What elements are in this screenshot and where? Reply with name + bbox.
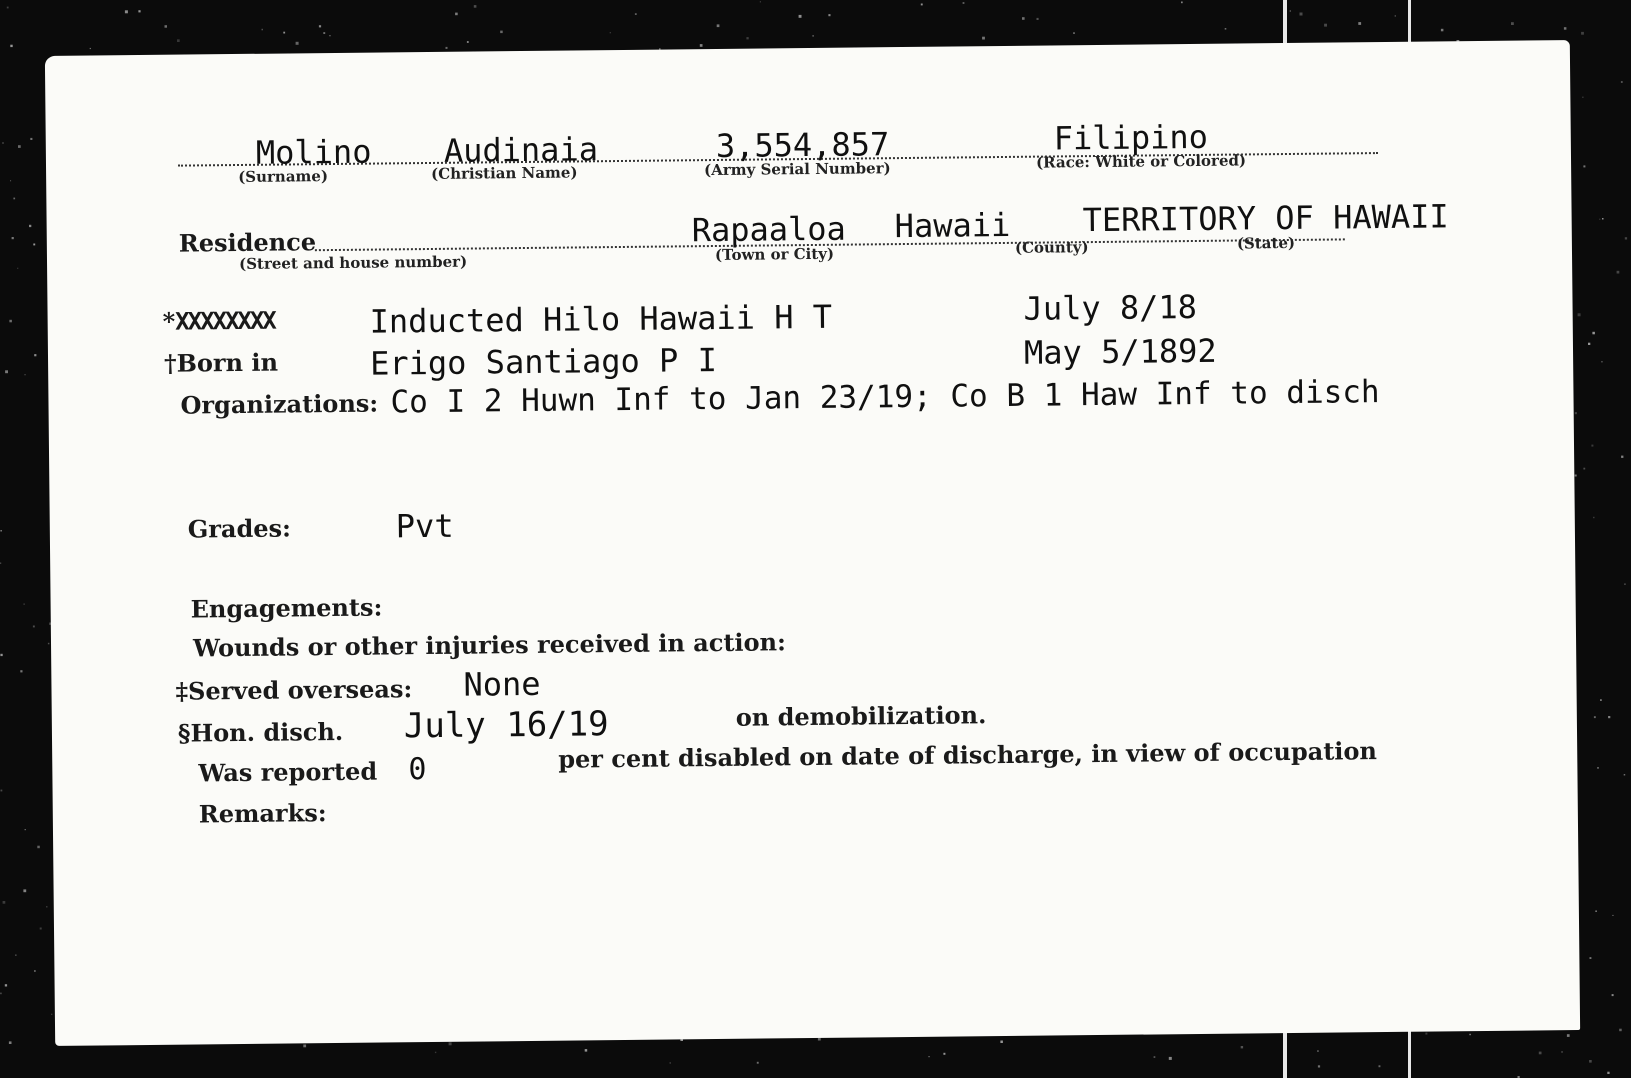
scan-speck [1567, 1034, 1570, 1037]
scan-speck [746, 37, 748, 39]
disability-value: 0 [408, 752, 427, 788]
hon-disch-label [178, 717, 344, 748]
scan-speck [467, 41, 469, 43]
scan-speck [943, 1053, 945, 1055]
hon-disch-suffix: on demobilization. [735, 700, 987, 732]
scan-speck [125, 10, 128, 13]
scan-speck [1225, 28, 1227, 30]
scan-speck [1590, 957, 1592, 959]
dagger-mark: † [163, 348, 177, 378]
army-serial-number-value: 3,554,857 [715, 125, 890, 165]
scan-speck [3, 901, 6, 904]
engagements-label: Engagements: [190, 592, 383, 624]
scan-speck [799, 15, 802, 18]
scan-speck [0, 993, 2, 995]
scan-speck [51, 1014, 52, 1015]
scan-speck [1564, 27, 1567, 30]
enlisted-label-struck [162, 306, 274, 336]
scan-speck [1022, 17, 1025, 20]
scan-speck [1595, 911, 1596, 912]
scan-speck [1395, 15, 1396, 16]
hon-disch-date: July 16/19 [403, 704, 609, 747]
scan-speck [500, 31, 503, 33]
scan-speck [1317, 1050, 1318, 1051]
scan-speck [1624, 774, 1626, 776]
scan-speck [13, 198, 15, 200]
scan-speck [1469, 1034, 1470, 1035]
scan-speck [0, 654, 2, 656]
scan-speck [1621, 456, 1623, 458]
scan-speck [1169, 1057, 1172, 1060]
scan-speck [1600, 699, 1602, 701]
scan-speck [1592, 332, 1595, 335]
induction-value: Inducted Hilo Hawaii H T [369, 297, 833, 341]
scan-speck [5, 370, 8, 373]
scan-speck [1621, 81, 1623, 83]
scan-speck [48, 643, 50, 645]
scan-speck [1608, 716, 1610, 718]
scan-speck [828, 14, 830, 16]
scan-speck [1589, 1060, 1592, 1063]
scan-speck [455, 13, 458, 16]
scan-speck [1624, 584, 1625, 585]
scan-speck [0, 530, 2, 532]
scan-speck [10, 45, 12, 47]
scan-speck [1290, 10, 1291, 11]
scan-speck [1425, 1033, 1427, 1035]
struck-label: XXXXXXXX [175, 306, 275, 336]
street-caption: (Street and house number) [238, 252, 468, 273]
scan-speck [5, 984, 7, 986]
grades-label: Grades: [187, 513, 292, 544]
scan-speck [177, 39, 180, 42]
scan-speck [165, 25, 168, 28]
scan-speck [585, 1049, 588, 1052]
scan-speck [670, 1062, 672, 1064]
scan-speck [1625, 237, 1627, 239]
scan-speck [319, 25, 321, 27]
section-mark: § [177, 718, 191, 748]
scan-speck [635, 13, 637, 15]
scan-speck [1181, 2, 1183, 4]
serial-caption: (Army Serial Number) [703, 159, 891, 180]
scan-speck [9, 320, 12, 323]
scan-speck [37, 846, 40, 849]
scan-speck [1000, 1041, 1003, 1044]
scan-speck [700, 44, 703, 47]
scan-speck [1601, 361, 1602, 362]
double-dagger-mark: ‡ [175, 676, 189, 706]
scan-speck [283, 32, 285, 34]
organizations-value: Co I 2 Huwn Inf to Jan 23/19; Co B 1 Haw Inf to disch [390, 374, 1380, 421]
state-caption: (State) [1236, 233, 1296, 253]
scan-speck [33, 626, 35, 628]
scan-speck [1582, 97, 1583, 98]
disability-suffix: per cent disabled on date of discharge, in view of occupation [558, 736, 1378, 774]
county-caption: (County) [1014, 238, 1089, 257]
town-caption: (Town or City) [714, 244, 835, 265]
scan-speck [1591, 445, 1593, 447]
scan-speck [1358, 22, 1361, 25]
served-overseas-label [175, 674, 412, 705]
surname-value: Molino [255, 132, 372, 172]
residence-county-value: Hawaii [894, 205, 1011, 246]
scan-speck [90, 48, 91, 49]
scan-speck [1324, 24, 1327, 27]
scan-speck [18, 145, 21, 148]
served-overseas-value: None [463, 664, 541, 704]
scan-speck [446, 47, 448, 49]
scan-speck [1300, 13, 1303, 16]
scan-speck [329, 35, 330, 36]
christian-name-value: Audinaia [443, 130, 599, 170]
scan-speck [296, 42, 299, 45]
hon-disch-label-text: Hon. disch. [190, 716, 344, 748]
scan-speck [138, 10, 140, 12]
scan-speck [20, 670, 22, 672]
scan-speck [2, 142, 4, 144]
scan-speck [1602, 218, 1604, 220]
organizations-label: Organizations: [180, 388, 379, 420]
scan-speck [1583, 165, 1585, 167]
scan-speck [929, 1056, 930, 1057]
scan-speck [34, 354, 36, 356]
scan-speck [1575, 412, 1577, 414]
scan-speck [818, 1038, 821, 1041]
scan-speck [1578, 313, 1581, 316]
scan-speck [757, 1062, 759, 1064]
christian-name-caption: (Christian Name) [431, 163, 578, 183]
scan-speck [982, 37, 985, 40]
grades-value: Pvt [395, 506, 454, 546]
scan-speck [1575, 475, 1577, 477]
scan-speck [1379, 1065, 1381, 1067]
race-caption: (Race: White or Colored) [1035, 151, 1247, 172]
asterisk-mark: * [162, 306, 176, 336]
scan-speck [303, 1045, 306, 1048]
born-label [164, 348, 278, 378]
scan-speck [1037, 18, 1039, 20]
scan-speck [1, 790, 3, 792]
scan-speck [1583, 468, 1585, 470]
scan-speck [435, 1052, 436, 1053]
scan-speck [7, 7, 9, 9]
scan-speck [610, 32, 611, 33]
scan-speck [40, 928, 42, 930]
residence-state-value: TERRITORY OF HAWAII [1082, 197, 1449, 240]
scan-speck [474, 5, 477, 8]
scan-speck [1617, 271, 1620, 274]
birth-place-value: Erigo Santiago P I [369, 340, 718, 383]
scan-speck [1597, 767, 1598, 768]
scan-speck [1619, 1029, 1622, 1032]
scan-speck [1073, 32, 1075, 34]
scan-speck [1539, 1052, 1542, 1055]
scan-speck [0, 563, 1, 564]
scan-speck [9, 1041, 12, 1044]
scan-speck [24, 604, 25, 605]
scan-speck [1581, 32, 1584, 35]
served-overseas-label-text: Served overseas: [187, 674, 413, 706]
scan-speck [1441, 29, 1444, 32]
scan-speck [1318, 1065, 1320, 1067]
scan-speck [1612, 994, 1614, 996]
induction-date: July 8/18 [1023, 287, 1198, 328]
surname-caption: (Surname) [238, 167, 329, 186]
scan-speck [1593, 517, 1594, 518]
scan-speck [963, 2, 965, 4]
scan-speck [10, 180, 11, 181]
birth-date-value: May 5/1892 [1023, 331, 1217, 372]
scan-speck [15, 955, 16, 956]
wounds-label: Wounds or other injuries received in action: [192, 627, 787, 663]
scan-speck [30, 138, 32, 140]
scan-speck [717, 24, 720, 27]
scan-speck [1561, 1051, 1563, 1053]
scan-speck [25, 829, 26, 830]
scan-speck [12, 237, 14, 239]
scan-speck [33, 244, 35, 246]
scan-speck [46, 906, 47, 907]
scan-speck [1588, 343, 1590, 345]
scan-speck [449, 1042, 452, 1045]
born-label-text: Born in [176, 347, 279, 378]
race-value: Filipino [1053, 117, 1209, 158]
scan-speck [1607, 1072, 1609, 1074]
scan-speck [34, 970, 35, 971]
scan-speck [1511, 22, 1514, 25]
scan-speck [1599, 219, 1600, 220]
residence-label: Residence [178, 227, 317, 258]
remarks-label: Remarks: [198, 798, 327, 829]
scan-speck [1594, 716, 1596, 718]
scan-speck [23, 889, 26, 892]
record-card [45, 40, 1580, 1046]
disability-label: Was reported [198, 756, 378, 788]
scan-speck [323, 32, 325, 34]
scan-speck [262, 29, 264, 31]
scan-speck [1612, 915, 1613, 916]
residence-town-value: Rapaaloa [691, 209, 847, 250]
scan-speck [1241, 1046, 1243, 1048]
scan-speck [813, 35, 814, 36]
scan-speck [24, 374, 25, 375]
scan-speck [921, 4, 923, 6]
scan-speck [760, 1, 761, 2]
scan-speck [1154, 1056, 1156, 1058]
scan-speck [17, 268, 18, 269]
scan-speck [29, 225, 31, 227]
